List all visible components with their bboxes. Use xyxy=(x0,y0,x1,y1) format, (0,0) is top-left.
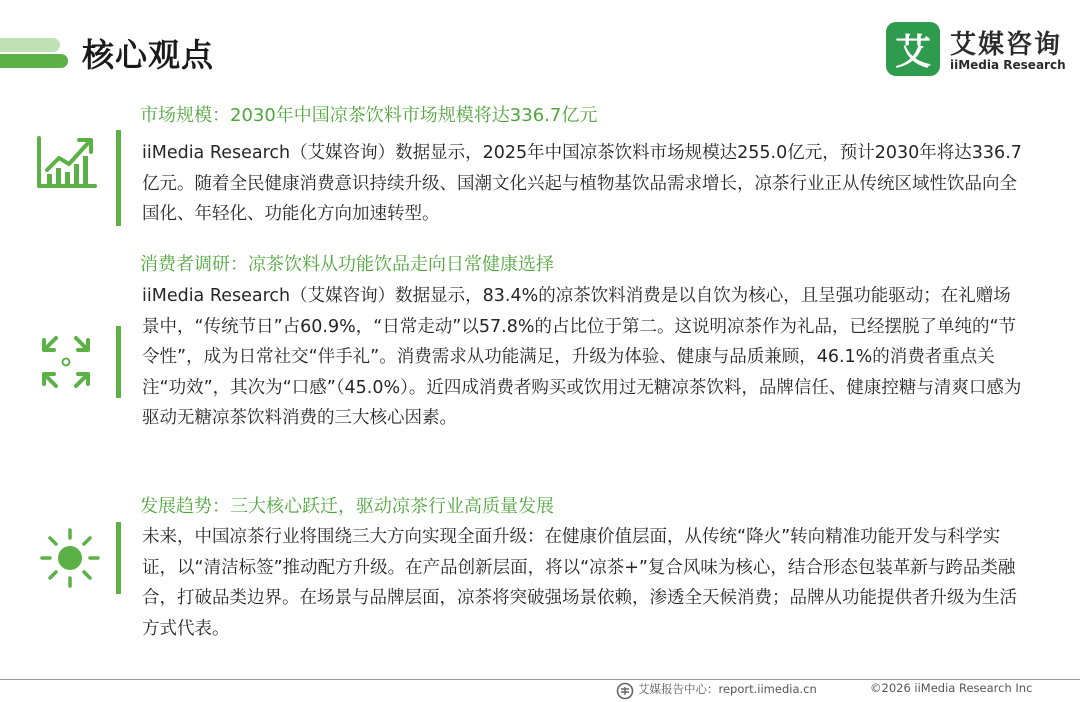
section-body: iiMedia Research（艾媒咨询）数据显示，2025年中国凉茶饮料市场规模达255.0亿元，预计2030年将达336.7亿元。随着全民健康消费意识持续升级、国潮文化兴起与植物基饮品需求增长，凉茶行业正从传统区域性饮品向全国化、年轻化、功能化方向加速转型。 xyxy=(142,143,1022,224)
sun-icon xyxy=(38,526,102,590)
logo-mark: 艾 xyxy=(886,22,940,76)
section-accent-bar xyxy=(116,326,121,398)
section-accent-bar xyxy=(116,522,121,594)
section-body: iiMedia Research（艾媒咨询）数据显示，83.4%的凉茶饮料消费是以自饮为核心，且呈强功能驱动；在礼赠场景中，“传统节日”占60.9%，“日常走动”以57.8%的占比位于第二。这说明凉茶作为礼品，已经摆脱了单纯的“节令性”，成为日常社交“伴手礼”。消费需求从功能满足，升级为体验、健康与品质兼顾，46.1%的消费者重点关注“功效”，其次为“口感”（45.0%）。近四成消费者购买或饮用过无糖凉茶饮料，品牌信任、健康控糖与清爽口感为驱动无糖凉茶饮料消费的三大核心因素。 xyxy=(142,286,1022,428)
header-decoration xyxy=(0,36,70,74)
logo-chinese-name: 艾媒咨询 xyxy=(950,30,1063,60)
section-heading: 消费者调研：凉茶饮料从功能饮品走向日常健康选择 xyxy=(140,254,554,275)
footer-divider xyxy=(0,679,1080,680)
section-heading: 发展趋势：三大核心跃迁，驱动凉茶行业高质量发展 xyxy=(140,496,554,517)
footer-copyright: ©2026 iiMedia Research Inc xyxy=(870,681,1033,695)
expand-arrows-icon xyxy=(36,334,96,390)
footer-source: 艾媒报告中心：report.iimedia.cn xyxy=(638,682,817,696)
growth-chart-icon xyxy=(34,130,100,190)
report-center-icon xyxy=(616,682,634,700)
section-body: 未来，中国凉茶行业将围绕三大方向实现全面升级：在健康价值层面，从传统“降火”转向精准功能开发与科学实证，以“清洁标签”推动配方升级。在产品创新层面，将以“凉茶+”复合风味为核心，结合形态包装革新与跨品类融合，打破品类边界。在场景与品牌层面，凉茶将突破强场景依赖，渗透全天候消费；品牌从功能提供者升级为生活方式代表。 xyxy=(142,527,1017,639)
brand-logo xyxy=(886,22,1066,78)
logo-english-name: iiMedia Research xyxy=(950,58,1066,72)
section-heading: 市场规模：2030年中国凉茶饮料市场规模将达336.7亿元 xyxy=(140,105,598,126)
page-title: 核心观点 xyxy=(82,36,215,74)
section-accent-bar xyxy=(116,130,121,226)
